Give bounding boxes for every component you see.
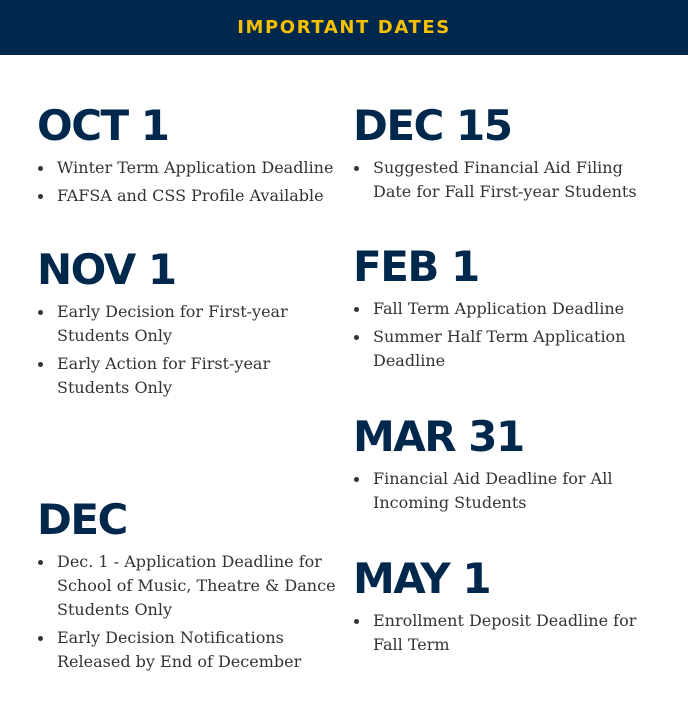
date-section-dec <box>37 496 337 678</box>
list-item-text: Fall Term Application Deadline <box>373 299 625 318</box>
date-heading: FEB 1 <box>353 242 479 291</box>
list-item-text: Suggested Financial Aid Filing Date for Fall First-year Students <box>373 158 637 201</box>
list-item-text: Financial Aid Deadline for All Incoming Students <box>373 469 613 512</box>
bullet-icon <box>38 310 43 315</box>
date-heading: MAY 1 <box>353 554 491 603</box>
list-item <box>37 156 333 180</box>
bullet-icon <box>38 636 43 641</box>
date-list <box>37 300 337 400</box>
date-section-nov-1 <box>37 246 337 404</box>
date-section-feb-1 <box>353 243 638 377</box>
date-heading: DEC 15 <box>353 101 512 150</box>
bullet-icon <box>354 619 359 624</box>
date-list <box>353 609 638 657</box>
important-dates-header <box>0 0 688 55</box>
list-item <box>37 550 337 622</box>
list-item <box>353 325 638 373</box>
date-heading: NOV 1 <box>37 245 176 294</box>
date-list <box>353 156 638 204</box>
list-item-text: Early Action for First-year Students Only <box>57 354 271 397</box>
list-item-text: Early Decision for First-year Students Only <box>57 302 288 345</box>
date-list <box>353 297 638 373</box>
date-heading: DEC <box>37 495 127 544</box>
header-title: IMPORTANT DATES <box>237 16 451 38</box>
list-item <box>353 609 638 657</box>
date-section-mar-31 <box>353 413 638 519</box>
list-item <box>37 352 337 400</box>
date-heading: MAR 31 <box>353 412 524 461</box>
list-item-text: Early Decision Notifications Released by End of December <box>57 628 302 671</box>
list-item <box>353 156 638 204</box>
list-item <box>353 467 638 515</box>
bullet-icon <box>38 166 43 171</box>
date-list <box>37 550 337 674</box>
list-item-text: Enrollment Deposit Deadline for Fall Term <box>373 611 637 654</box>
list-item <box>37 300 337 348</box>
date-section-may-1 <box>353 555 638 661</box>
bullet-icon <box>38 560 43 565</box>
list-item-text: Winter Term Application Deadline <box>57 158 334 177</box>
date-section-dec-15 <box>353 102 638 208</box>
list-item-text: Summer Half Term Application Deadline <box>373 327 626 370</box>
list-item <box>37 626 337 674</box>
bullet-icon <box>38 194 43 199</box>
bullet-icon <box>354 477 359 482</box>
bullet-icon <box>38 362 43 367</box>
bullet-icon <box>354 335 359 340</box>
list-item-text: Dec. 1 - Application Deadline for School of Music, Theatre & Dance Students Only <box>57 552 336 619</box>
list-item <box>353 297 638 321</box>
date-section-oct-1 <box>37 102 333 212</box>
date-heading: OCT 1 <box>37 101 169 150</box>
bullet-icon <box>354 307 359 312</box>
date-list <box>353 467 638 515</box>
list-item-text: FAFSA and CSS Profile Available <box>57 186 324 205</box>
bullet-icon <box>354 166 359 171</box>
list-item <box>37 184 333 208</box>
date-list <box>37 156 333 208</box>
